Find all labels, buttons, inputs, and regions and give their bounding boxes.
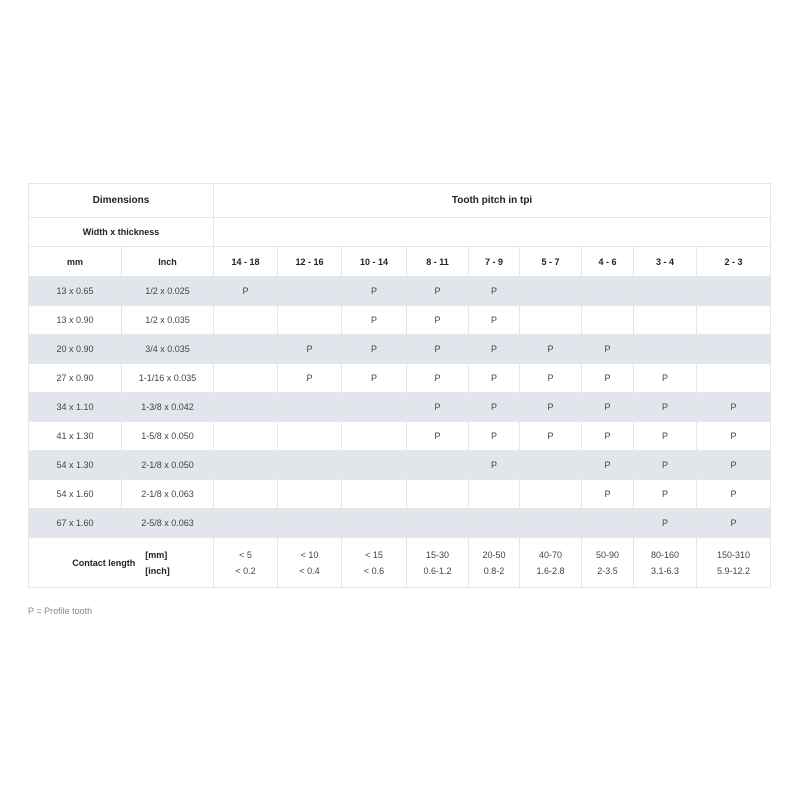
cell-pitch: P: [582, 480, 634, 509]
header-pitch-column: 4 - 6: [582, 247, 634, 277]
cell-pitch: [342, 393, 407, 422]
cell-pitch: P: [342, 335, 407, 364]
contact-mm-value: 50-90: [595, 549, 620, 560]
cell-pitch: [634, 277, 697, 306]
header-pitch-column: 3 - 4: [634, 247, 697, 277]
cell-pitch: [214, 393, 278, 422]
contact-label-wrap: [29, 547, 213, 579]
cell-pitch: P: [469, 306, 520, 335]
cell-pitch: P: [634, 451, 697, 480]
cell-pitch: P: [407, 393, 469, 422]
table-row: [29, 335, 771, 364]
cell-mm: 54 x 1.30: [29, 451, 122, 480]
cell-pitch: [278, 277, 342, 306]
cell-pitch: P: [407, 364, 469, 393]
cell-pitch: [582, 277, 634, 306]
cell-pitch: [407, 480, 469, 509]
contact-length-cell: [342, 538, 407, 588]
footnote: P = Profile tooth: [28, 606, 93, 616]
cell-mm: 34 x 1.10: [29, 393, 122, 422]
cell-pitch: P: [634, 364, 697, 393]
cell-pitch: [407, 451, 469, 480]
cell-inch: 2-1/8 x 0.050: [122, 451, 214, 480]
cell-mm: 20 x 0.90: [29, 335, 122, 364]
header-dimensions: Dimensions: [29, 184, 214, 218]
cell-pitch: [469, 509, 520, 538]
cell-pitch: [582, 306, 634, 335]
cell-pitch: P: [634, 509, 697, 538]
cell-pitch: [214, 306, 278, 335]
cell-mm: 13 x 0.90: [29, 306, 122, 335]
header-mm: mm: [29, 247, 122, 277]
cell-mm: 54 x 1.60: [29, 480, 122, 509]
cell-pitch: P: [342, 306, 407, 335]
cell-pitch: P: [520, 335, 582, 364]
cell-pitch: [697, 306, 771, 335]
cell-pitch: [214, 451, 278, 480]
cell-pitch: P: [469, 393, 520, 422]
cell-inch: 2-5/8 x 0.063: [122, 509, 214, 538]
cell-pitch: P: [582, 451, 634, 480]
cell-pitch: [278, 509, 342, 538]
cell-pitch: [214, 335, 278, 364]
contact-length-cell: [214, 538, 278, 588]
contact-length-cell: [469, 538, 520, 588]
cell-pitch: P: [469, 335, 520, 364]
contact-mm-value: < 15: [365, 549, 383, 560]
cell-pitch: P: [407, 306, 469, 335]
cell-pitch: [469, 480, 520, 509]
cell-pitch: P: [697, 509, 771, 538]
cell-pitch: [342, 422, 407, 451]
contact-length-cell: [634, 538, 697, 588]
contact-length-label-cell: [29, 538, 214, 588]
cell-pitch: [342, 509, 407, 538]
table-row: [29, 306, 771, 335]
cell-pitch: [342, 480, 407, 509]
contact-units: [145, 547, 170, 579]
cell-pitch: P: [278, 364, 342, 393]
cell-pitch: P: [469, 364, 520, 393]
header-inch: Inch: [122, 247, 214, 277]
cell-inch: 1-3/8 x 0.042: [122, 393, 214, 422]
tooth-pitch-table: [28, 183, 771, 588]
cell-pitch: P: [697, 422, 771, 451]
contact-mm-value: < 10: [300, 549, 319, 560]
cell-mm: 13 x 0.65: [29, 277, 122, 306]
contact-length-cell: [407, 538, 469, 588]
cell-pitch: P: [582, 364, 634, 393]
contact-inch-value: 3.1-6.3: [650, 565, 680, 576]
contact-mm-value: 15-30: [425, 549, 450, 560]
header-pitch-column: 14 - 18: [214, 247, 278, 277]
header-empty: [214, 218, 771, 247]
header-pitch-column: 5 - 7: [520, 247, 582, 277]
cell-inch: 1/2 x 0.035: [122, 306, 214, 335]
cell-pitch: P: [582, 422, 634, 451]
cell-pitch: [697, 335, 771, 364]
contact-mm-value: 20-50: [482, 549, 506, 560]
cell-pitch: [520, 509, 582, 538]
cell-inch: 1/2 x 0.025: [122, 277, 214, 306]
header-pitch-column: 12 - 16: [278, 247, 342, 277]
cell-pitch: [582, 509, 634, 538]
cell-pitch: P: [697, 393, 771, 422]
cell-pitch: P: [407, 335, 469, 364]
table-row: [29, 277, 771, 306]
cell-pitch: [634, 306, 697, 335]
contact-mm-value: 80-160: [650, 549, 680, 560]
cell-pitch: P: [469, 451, 520, 480]
table-row: [29, 393, 771, 422]
contact-inch-value: < 0.2: [235, 565, 256, 576]
table-header: [29, 184, 771, 277]
cell-pitch: [278, 306, 342, 335]
cell-mm: 27 x 0.90: [29, 364, 122, 393]
cell-pitch: P: [407, 422, 469, 451]
cell-pitch: P: [520, 393, 582, 422]
cell-pitch: P: [469, 277, 520, 306]
contact-inch-value: < 0.4: [299, 565, 320, 576]
cell-pitch: P: [582, 335, 634, 364]
cell-inch: 2-1/8 x 0.063: [122, 480, 214, 509]
cell-pitch: [697, 364, 771, 393]
contact-inch-value: < 0.6: [363, 565, 385, 576]
cell-pitch: P: [469, 422, 520, 451]
header-pitch-column: 10 - 14: [342, 247, 407, 277]
table-row: [29, 364, 771, 393]
cell-pitch: [520, 480, 582, 509]
cell-inch: 3/4 x 0.035: [122, 335, 214, 364]
cell-pitch: P: [634, 422, 697, 451]
header-tooth-pitch: Tooth pitch in tpi: [214, 184, 771, 218]
contact-length-cell: [582, 538, 634, 588]
cell-pitch: [407, 509, 469, 538]
cell-inch: 1-1/16 x 0.035: [122, 364, 214, 393]
table-row: [29, 480, 771, 509]
cell-pitch: P: [407, 277, 469, 306]
contact-mm-value: < 5: [239, 549, 252, 560]
cell-pitch: [520, 451, 582, 480]
cell-pitch: [520, 277, 582, 306]
table-row: [29, 422, 771, 451]
cell-pitch: P: [634, 393, 697, 422]
cell-pitch: P: [582, 393, 634, 422]
cell-pitch: [278, 451, 342, 480]
cell-pitch: P: [278, 335, 342, 364]
cell-mm: 41 x 1.30: [29, 422, 122, 451]
table-row: [29, 509, 771, 538]
contact-mm-value: 150-310: [717, 549, 751, 560]
cell-pitch: P: [634, 480, 697, 509]
cell-pitch: P: [342, 277, 407, 306]
contact-inch-value: 2-3.5: [597, 565, 618, 576]
tooth-pitch-table-container: [28, 183, 770, 588]
table-body: [29, 277, 771, 588]
cell-pitch: P: [697, 480, 771, 509]
cell-pitch: [697, 277, 771, 306]
cell-pitch: P: [520, 422, 582, 451]
cell-pitch: [278, 393, 342, 422]
contact-length-cell: [278, 538, 342, 588]
contact-unit-inch: [inch]: [145, 565, 170, 576]
cell-pitch: P: [214, 277, 278, 306]
cell-pitch: [214, 364, 278, 393]
contact-inch-value: 1.6-2.8: [536, 565, 565, 576]
cell-pitch: P: [520, 364, 582, 393]
cell-pitch: [214, 422, 278, 451]
contact-mm-value: 40-70: [538, 549, 563, 560]
cell-pitch: [214, 480, 278, 509]
cell-pitch: [634, 335, 697, 364]
header-width-thickness: Width x thickness: [29, 218, 214, 247]
contact-length-cell: [697, 538, 771, 588]
contact-inch-value: 5.9-12.2: [717, 565, 751, 576]
header-pitch-column: 8 - 11: [407, 247, 469, 277]
header-pitch-column: 7 - 9: [469, 247, 520, 277]
header-pitch-column: 2 - 3: [697, 247, 771, 277]
cell-inch: 1-5/8 x 0.050: [122, 422, 214, 451]
cell-pitch: [214, 509, 278, 538]
contact-length-cell: [520, 538, 582, 588]
cell-pitch: [520, 306, 582, 335]
contact-length-row: [29, 538, 771, 588]
cell-pitch: P: [697, 451, 771, 480]
table-row: [29, 451, 771, 480]
cell-mm: 67 x 1.60: [29, 509, 122, 538]
cell-pitch: [342, 451, 407, 480]
contact-unit-mm: [mm]: [145, 549, 168, 560]
contact-inch-value: 0.8-2: [483, 565, 505, 576]
cell-pitch: [278, 480, 342, 509]
contact-length-label: Contact length: [72, 557, 136, 568]
cell-pitch: [278, 422, 342, 451]
contact-inch-value: 0.6-1.2: [423, 565, 452, 576]
cell-pitch: P: [342, 364, 407, 393]
